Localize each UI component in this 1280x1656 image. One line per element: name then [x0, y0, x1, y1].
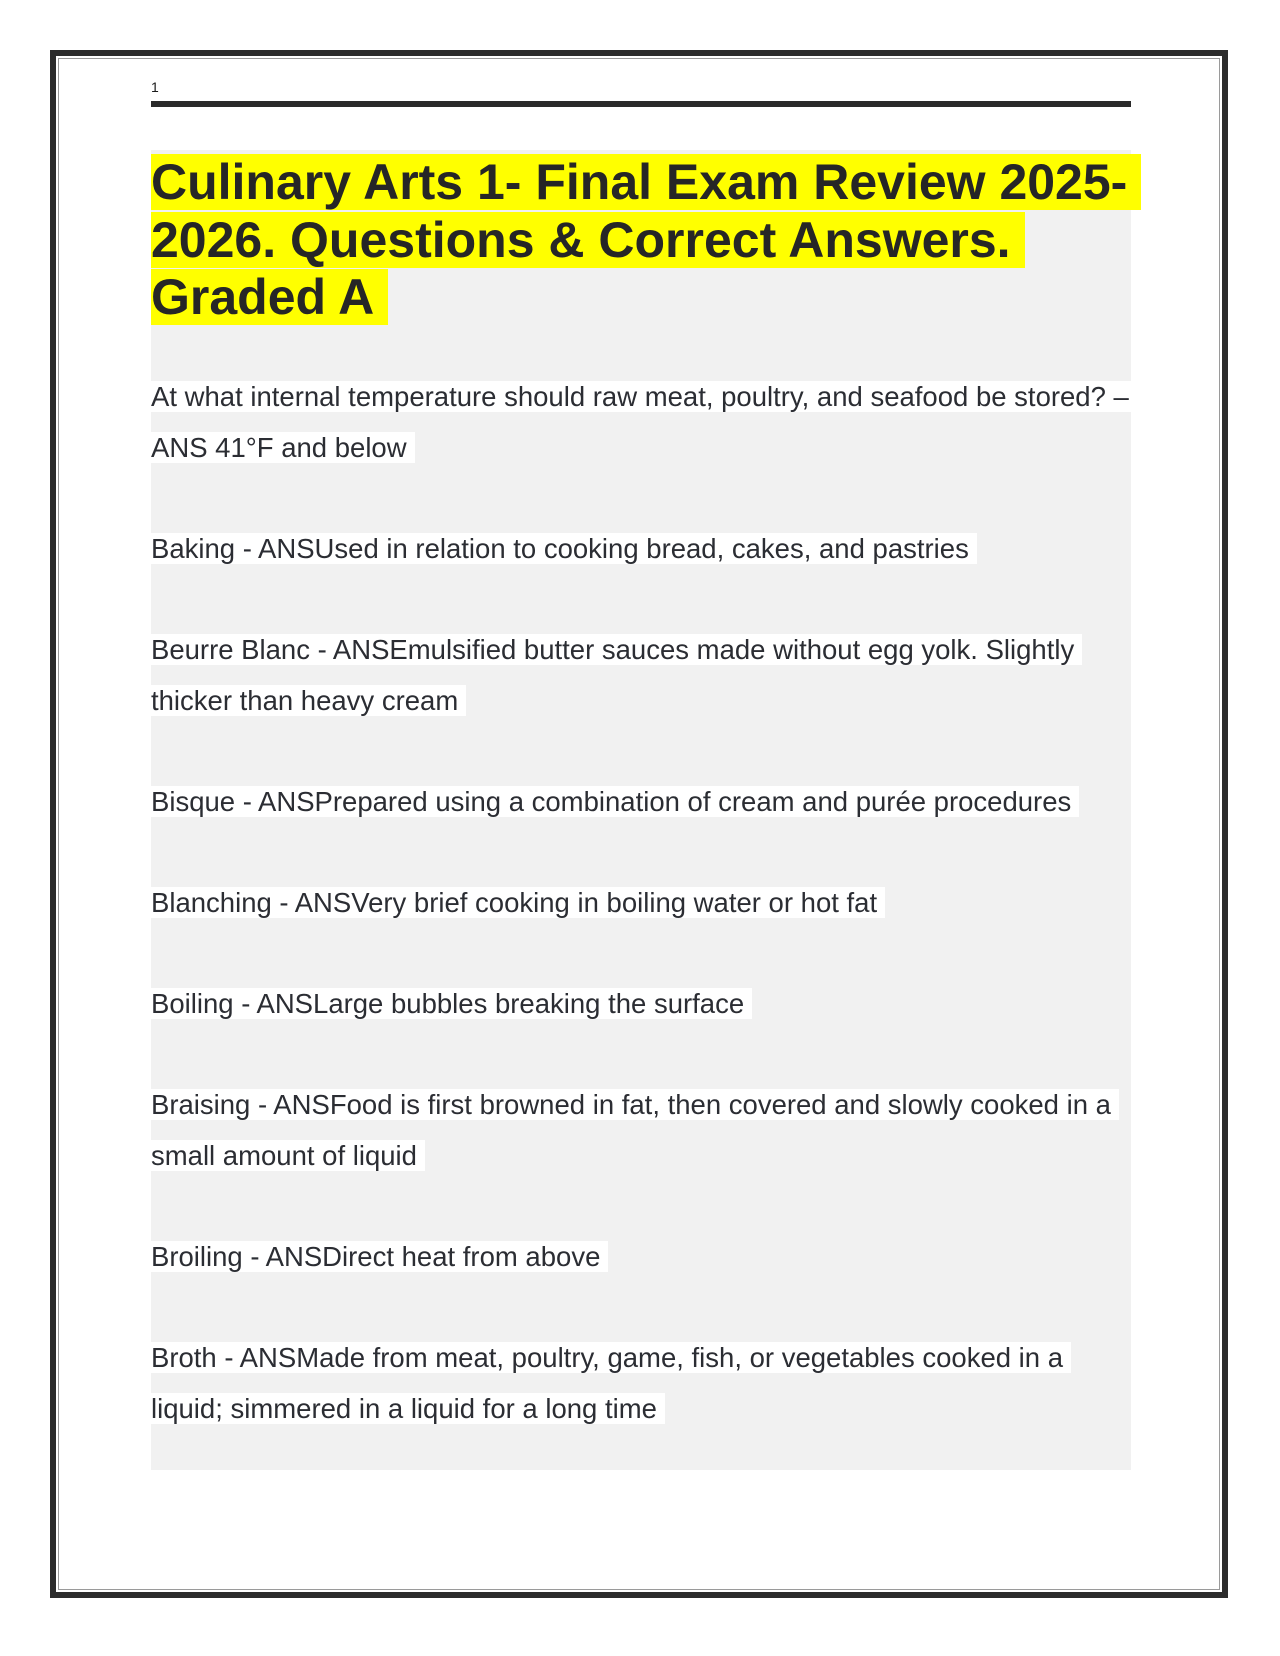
qa-entry: [151, 523, 1131, 574]
document-title: [151, 150, 1131, 327]
qa-entry-text: Broiling - ANSDirect heat from above: [151, 1241, 608, 1272]
qa-entry: [151, 1231, 1131, 1282]
qa-entry-text: Blanching - ANSVery brief cooking in boiling water or hot fat: [151, 887, 885, 918]
qa-entry: [151, 371, 1131, 473]
qa-entry-text: At what internal temperature should raw meat, poultry, and seafood be stored? – ANS 41°F and below: [151, 381, 1137, 463]
qa-entry-text: Braising - ANSFood is first browned in fat, then covered and slowly cooked in a small amount of liquid: [151, 1089, 1119, 1171]
qa-list: [151, 371, 1131, 1434]
qa-entry-text: Bisque - ANSPrepared using a combination of cream and purée procedures: [151, 786, 1079, 817]
qa-entry: [151, 624, 1131, 726]
document-title-text: Culinary Arts 1- Final Exam Review 2025-2026. Questions & Correct Answers. Graded A: [151, 154, 1141, 325]
qa-entry: [151, 877, 1131, 928]
qa-entry: [151, 1332, 1131, 1434]
page-number: 1: [151, 79, 159, 95]
qa-entry-text: Baking - ANSUsed in relation to cooking bread, cakes, and pastries: [151, 533, 977, 564]
qa-entry: [151, 978, 1131, 1029]
qa-entry-text: Boiling - ANSLarge bubbles breaking the surface: [151, 988, 752, 1019]
qa-entry-text: Beurre Blanc - ANSEmulsified butter sauces made without egg yolk. Slightly thicker than heavy cream: [151, 634, 1082, 716]
qa-entry-text: Broth - ANSMade from meat, poultry, game, fish, or vegetables cooked in a liquid; simmered in a liquid for a long time: [151, 1342, 1071, 1424]
document-body: [151, 150, 1131, 1484]
qa-entry: [151, 776, 1131, 827]
header-rule: [151, 101, 1131, 107]
qa-entry: [151, 1079, 1131, 1181]
